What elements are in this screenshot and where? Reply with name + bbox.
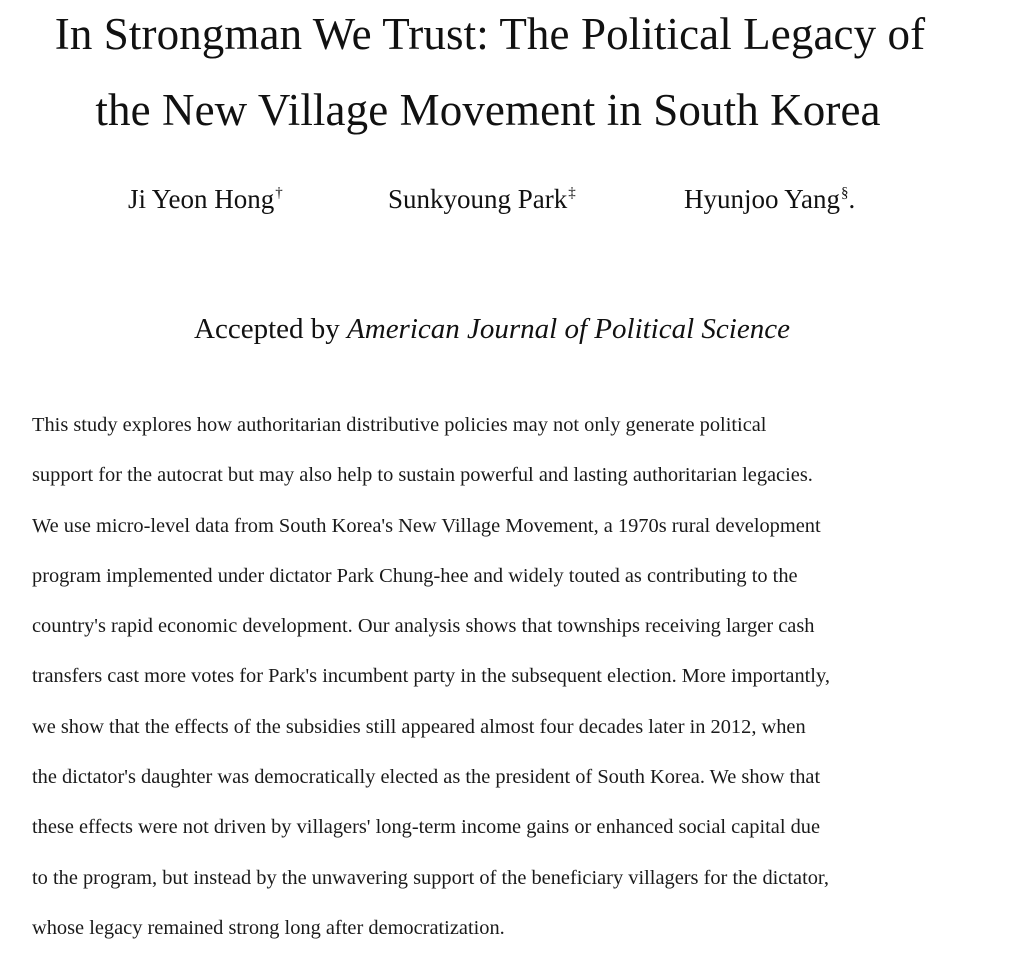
abstract-line: transfers cast more votes for Park's incumbent party in the subsequent election. More importantly,: [32, 665, 830, 688]
abstract-line: country's rapid economic development. Our analysis shows that townships receiving larger cash: [32, 615, 815, 638]
abstract-line: these effects were not driven by villagers' long-term income gains or enhanced social capital due: [32, 816, 821, 839]
author-footnote-mark: ‡: [568, 185, 576, 201]
paper-title-line-1: In Strongman We Trust: The Political Legacy of: [54, 9, 926, 59]
journal-name: American Journal of Political Science: [347, 313, 790, 345]
author-footnote-mark: †: [275, 185, 283, 201]
abstract-line: we show that the effects of the subsidies still appeared almost four decades later in 2012, when: [32, 715, 806, 738]
accepted-prefix: Accepted by: [194, 313, 348, 345]
author-list: [0, 184, 1034, 224]
author-name: Ji Yeon Hong: [128, 184, 275, 214]
author-name: Sunkyoung Park: [388, 184, 568, 214]
author-name: Hyunjoo Yang: [684, 184, 841, 214]
author-footnote-mark: §: [841, 185, 849, 201]
author-hyunjoo-yang: [684, 184, 855, 215]
abstract-line: the dictator's daughter was democratically elected as the president of South Korea. We show that: [32, 766, 821, 789]
author-suffix: .: [848, 184, 856, 214]
abstract: [32, 400, 1022, 953]
author-sunkyoung-park: [388, 184, 576, 215]
abstract-line: This study explores how authoritarian distributive policies may not only generate political: [32, 414, 767, 436]
abstract-line: program implemented under dictator Park Chung-hee and widely touted as contributing to the: [32, 564, 798, 587]
paper-title-line-2: the New Village Movement in South Korea: [95, 85, 881, 135]
abstract-line: support for the autocrat but may also help to sustain powerful and lasting authoritarian legacies.: [32, 464, 813, 487]
author-ji-yeon-hong: [128, 184, 283, 215]
abstract-line: We use micro-level data from South Korea's New Village Movement, a 1970s rural development: [32, 514, 821, 537]
abstract-line: whose legacy remained strong long after democratization.: [32, 916, 505, 939]
acceptance-notice: [0, 313, 984, 346]
abstract-line: to the program, but instead by the unwavering support of the beneficiary villagers for the dictator,: [32, 866, 830, 889]
